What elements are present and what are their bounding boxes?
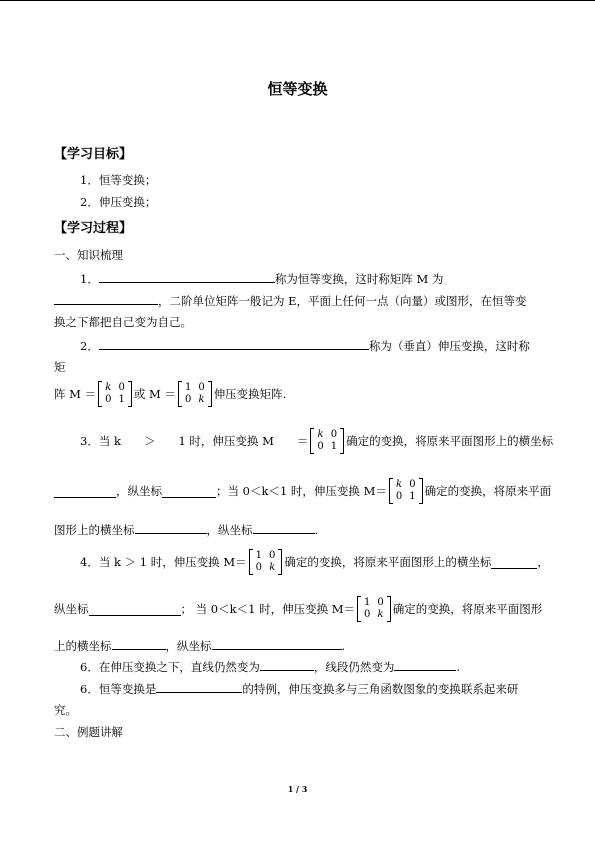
- blank[interactable]: [112, 637, 166, 650]
- blank[interactable]: [253, 521, 315, 534]
- item2-line3: [54, 381, 286, 407]
- blank[interactable]: [212, 637, 342, 650]
- blank[interactable]: [54, 485, 116, 498]
- blank[interactable]: [135, 521, 207, 534]
- goal-item-1: 1．恒等变换；: [80, 173, 157, 187]
- item1-text-a: 称为恒等变换，这时称矩阵 M 为: [274, 272, 444, 286]
- item5-text-c: .: [456, 660, 460, 674]
- item1-line1: [80, 270, 443, 287]
- item4-text-a: 4．当 k ＞ 1 时，伸压变换 M＝: [80, 555, 247, 569]
- goals-heading: 【学习目标】: [54, 147, 133, 162]
- matrix-k001: k 0 0 1: [310, 428, 344, 454]
- item4-text-b: 确定的变换，将原来平面图形上的横坐标: [284, 555, 492, 569]
- matrix-100k: 1 0 0 k: [178, 381, 212, 407]
- item5-text-b: ，线段仍然变为: [313, 660, 395, 674]
- item4-text-g: 上的横坐标: [54, 639, 112, 653]
- item4-text-i: .: [341, 639, 346, 653]
- item6-text-b: 的特例，伸压变换多与三角函数图象的变换联系起来研: [242, 682, 519, 696]
- item6-line1: [80, 680, 518, 697]
- item1-text-b: ，二阶单位矩阵一般记为 E，平面上任何一点（向量）或图形，在恒等变: [158, 294, 527, 308]
- item2-text-c3: 伸压变换矩阵.: [213, 387, 287, 401]
- goal-item-2: 2．伸压变换；: [80, 195, 157, 209]
- item6-text-a: 6．恒等变换是: [80, 682, 157, 696]
- matrix-100k: 1 0 0 k: [249, 549, 283, 575]
- item3-text-d: ；当 0＜k＜1 时，伸压变换 M＝: [216, 484, 387, 498]
- item3-text-c: ，纵坐标: [116, 484, 162, 498]
- item3-line2: [54, 478, 551, 504]
- item4-text-c: ，: [537, 555, 549, 569]
- item3-text-b: 确定的变换，将原来平面图形上的横坐标: [346, 434, 554, 448]
- blank[interactable]: [156, 680, 242, 693]
- item3-text-h: .: [314, 523, 319, 537]
- page-number: 1 / 3: [287, 784, 308, 794]
- matrix-k001: k 0 0 1: [98, 381, 132, 407]
- item4-text-f: 确定的变换，将原来平面图形: [392, 602, 543, 616]
- item3-text-g: ，纵坐标: [206, 523, 253, 537]
- blank[interactable]: [89, 603, 181, 616]
- item3-line3: [54, 521, 318, 538]
- matrix-100k: 1 0 0 k: [357, 596, 391, 622]
- item1-line2: [54, 292, 527, 309]
- blank[interactable]: [260, 658, 314, 671]
- top-rule: [0, 0, 595, 1]
- item2-text-c1: 阵 M ＝: [54, 387, 97, 401]
- item6-text-c: 究。: [54, 703, 77, 717]
- item3-line1: [80, 428, 553, 454]
- blank[interactable]: [99, 270, 275, 283]
- item4-text-h: ，纵坐标: [165, 639, 212, 653]
- item2-text-c2: 或 M ＝: [133, 387, 176, 401]
- item2-number: 2．: [80, 339, 99, 353]
- item4-line3: [54, 637, 345, 654]
- item3-text-e: 确定的变换，将原来平面: [424, 484, 552, 498]
- item4-line2: [54, 596, 542, 622]
- page-title: 恒等变换: [267, 80, 328, 98]
- item5-line1: [80, 658, 460, 675]
- item3-text-f: 图形上的横坐标: [54, 523, 135, 537]
- item4-line1: [80, 549, 549, 575]
- blank[interactable]: [394, 658, 456, 671]
- item2-line1: [80, 337, 530, 354]
- item1-number: 1．: [80, 272, 99, 286]
- item2-text-b: 矩: [54, 360, 66, 374]
- matrix-k001: k 0 0 1: [389, 478, 423, 504]
- item3-text-a: 3．当 k ＞ 1 时，伸压变换 M ＝: [80, 434, 309, 448]
- item4-text-e: ； 当 0＜k＜1 时，伸压变换 M＝: [180, 602, 355, 616]
- blank[interactable]: [54, 292, 158, 305]
- item1-text-c: 换之下都把自己变为自己。: [54, 315, 192, 329]
- blank[interactable]: [162, 485, 216, 498]
- item4-text-d: 纵坐标: [54, 602, 89, 616]
- blank[interactable]: [491, 556, 537, 569]
- item5-text-a: 6．在伸压变换之下，直线仍然变为: [80, 660, 260, 674]
- part1-heading: 一、知识梳理: [54, 248, 123, 262]
- part2-heading: 二、例题讲解: [54, 725, 123, 739]
- blank[interactable]: [99, 337, 369, 350]
- process-heading: 【学习过程】: [54, 221, 133, 236]
- item2-text-a: 称为（垂直）伸压变换，这时称: [368, 339, 530, 353]
